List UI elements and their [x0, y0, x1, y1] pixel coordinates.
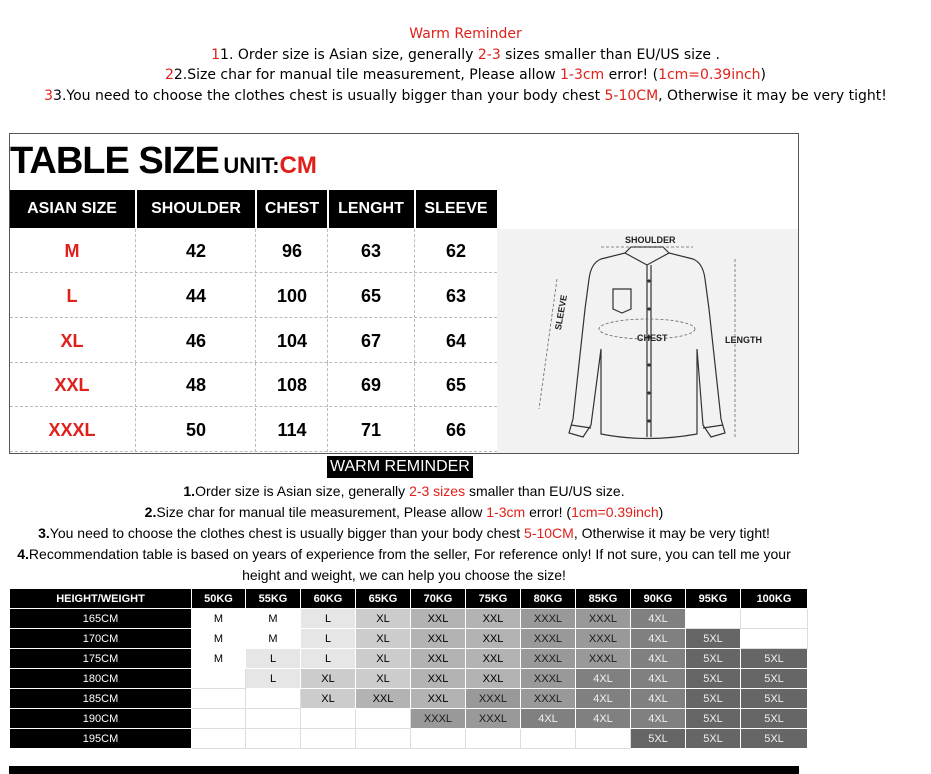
- line2-number: 2.: [144, 504, 157, 520]
- hw-size-cell: 5XL: [741, 729, 808, 749]
- line1-tail: smaller than EU/US size.: [465, 483, 625, 499]
- top-line2-highlight: 1-3cm: [559, 67, 605, 83]
- line2-mid: error! (: [525, 504, 572, 520]
- hw-weight-header: 95KG: [686, 589, 741, 609]
- top-line3-text: 3.You need to choose the clothes chest is usually bigger than your body chest: [53, 87, 605, 104]
- top-line1-tail: sizes smaller than EU/US size .: [500, 46, 720, 63]
- hw-weight-header: 100KG: [741, 589, 808, 609]
- hw-size-cell: L: [301, 649, 356, 669]
- hw-size-cell: L: [246, 669, 301, 689]
- hw-size-cell: XXXL: [576, 649, 631, 669]
- hw-size-cell: 5XL: [631, 729, 686, 749]
- hw-height-label: 180CM: [10, 669, 192, 689]
- hw-size-cell: XXXL: [466, 709, 521, 729]
- size-cell-sleeve: 64: [445, 330, 467, 351]
- size-cell-sleeve: 66: [445, 420, 467, 441]
- hw-size-cell: XXL: [411, 649, 466, 669]
- top-line2-tail: ): [760, 67, 767, 83]
- size-cell-shoulder: 44: [185, 285, 207, 306]
- size-cell-length: 67: [360, 330, 382, 351]
- top-reminder-title: Warm Reminder: [409, 26, 522, 42]
- hw-size-cell: XXL: [411, 609, 466, 629]
- size-table-panel: [9, 133, 799, 454]
- size-row: [10, 363, 497, 407]
- hw-size-cell: [356, 709, 411, 729]
- hw-size-cell: 5XL: [686, 649, 741, 669]
- hw-size-cell: XXL: [411, 629, 466, 649]
- top-reminder-line-1: 11. Order size is Asian size, generally 2-3 sizes smaller than EU/US size .: [211, 46, 720, 63]
- unit-label: UNIT:: [223, 153, 280, 178]
- table-size-heading: TABLE SIZE: [10, 140, 219, 182]
- hw-size-cell: [246, 729, 301, 749]
- diagram-label-chest: CHEST: [637, 333, 668, 343]
- hw-weight-header: 50KG: [192, 589, 246, 609]
- size-cell-shoulder: 42: [185, 241, 207, 261]
- warm-reminder-title: WARM REMINDER: [327, 456, 473, 478]
- size-cell-length: 71: [360, 420, 382, 441]
- hw-size-cell: [411, 729, 466, 749]
- hw-size-cell: XL: [356, 669, 411, 689]
- hw-size-cell: XXL: [466, 629, 521, 649]
- hw-size-cell: [356, 729, 411, 749]
- line2-tail: ): [658, 504, 664, 520]
- line2-text: Size char for manual tile measurement, Please allow: [156, 504, 487, 520]
- hw-weight-header: 80KG: [521, 589, 576, 609]
- hw-size-cell: 4XL: [576, 709, 631, 729]
- hw-size-cell: 4XL: [631, 649, 686, 669]
- hw-size-cell: 4XL: [631, 629, 686, 649]
- hw-size-cell: [301, 729, 356, 749]
- line4-continuation: height and weight, we can help you choose the size!: [242, 567, 566, 583]
- hw-height-label: 170CM: [10, 629, 192, 649]
- hw-size-cell: XXL: [466, 649, 521, 669]
- hw-size-cell: 5XL: [686, 669, 741, 689]
- line3-text: You need to choose the clothes chest is usually bigger than your body chest: [49, 525, 525, 541]
- line1-text: Order size is Asian size, generally: [195, 483, 410, 499]
- hw-size-cell: XXXL: [411, 709, 466, 729]
- hw-weight-header: 70KG: [411, 589, 466, 609]
- hw-size-cell: [576, 729, 631, 749]
- line3-highlight: 5-10CM: [524, 525, 574, 541]
- size-cell-size: XXXL: [48, 420, 96, 441]
- header-chest: CHEST: [264, 200, 320, 217]
- hw-size-cell: 4XL: [631, 609, 686, 629]
- hw-size-cell: 5XL: [686, 629, 741, 649]
- hw-size-cell: XL: [356, 649, 411, 669]
- size-cell-sleeve: 63: [445, 285, 467, 306]
- hw-row: [10, 689, 808, 709]
- hw-size-cell: XL: [356, 629, 411, 649]
- header-length: LENGHT: [338, 200, 404, 217]
- hw-size-cell: XXL: [466, 669, 521, 689]
- top-line2-text: 2.Size char for manual tile measurement, Please allow: [173, 67, 560, 83]
- size-cell-size: XXL: [54, 375, 90, 396]
- size-cell-length: 63: [360, 241, 382, 261]
- hw-weight-header: 75KG: [466, 589, 521, 609]
- hw-size-cell: XXXL: [521, 609, 576, 629]
- hw-size-cell: L: [301, 629, 356, 649]
- hw-size-cell: [192, 669, 246, 689]
- hw-size-cell: XXXL: [576, 629, 631, 649]
- hw-size-cell: 5XL: [686, 689, 741, 709]
- hw-corner-label: HEIGHT/WEIGHT: [10, 589, 192, 609]
- size-cell-size: M: [64, 241, 80, 261]
- warm-reminder-line-3: [9, 525, 799, 541]
- hw-weight-header: 90KG: [631, 589, 686, 609]
- line1-highlight: 2-3 sizes: [409, 483, 466, 499]
- size-cell-length: 69: [360, 375, 382, 396]
- hw-row: [10, 629, 808, 649]
- top-line1-highlight: 2-3: [477, 46, 501, 63]
- top-line3-tail: , Otherwise it may be very tight!: [658, 87, 887, 104]
- height-weight-table: [9, 588, 808, 749]
- hw-size-cell: [301, 709, 356, 729]
- hw-size-cell: 4XL: [521, 709, 576, 729]
- hw-size-cell: 5XL: [741, 689, 808, 709]
- line2-conversion: 1cm=0.39inch: [571, 504, 659, 520]
- size-table-header: [10, 190, 497, 228]
- hw-size-cell: XL: [356, 609, 411, 629]
- size-row: [10, 229, 497, 273]
- hw-size-cell: L: [246, 649, 301, 669]
- hw-size-cell: 4XL: [631, 709, 686, 729]
- size-cell-sleeve: 62: [445, 241, 467, 261]
- hw-size-cell: XXL: [466, 609, 521, 629]
- hw-size-cell: XXXL: [576, 609, 631, 629]
- line2-highlight: 1-3cm: [486, 504, 526, 520]
- hw-size-cell: [741, 609, 808, 629]
- hw-header-row: [10, 589, 808, 609]
- size-cell-chest: 108: [276, 375, 308, 396]
- hw-size-cell: [192, 689, 246, 709]
- warm-reminder-line-1: [9, 483, 799, 499]
- hw-weight-header: 55KG: [246, 589, 301, 609]
- hw-height-label: 190CM: [10, 709, 192, 729]
- hw-row: [10, 609, 808, 629]
- hw-height-label: 165CM: [10, 609, 192, 629]
- hw-size-cell: [686, 609, 741, 629]
- hw-row: [10, 729, 808, 749]
- header-shoulder: SHOULDER: [151, 200, 241, 217]
- hw-size-cell: 5XL: [741, 669, 808, 689]
- hw-size-cell: XL: [301, 689, 356, 709]
- size-cell-size: XL: [60, 330, 84, 351]
- hw-row: [10, 709, 808, 729]
- top-line2-mid: error! (: [604, 67, 659, 83]
- top-reminder-line-3: 33.You need to choose the clothes chest is usually bigger than your body chest 5-10CM, Otherwise it may be very tight!: [44, 87, 887, 104]
- hw-size-cell: [246, 689, 301, 709]
- size-row: [10, 319, 497, 363]
- diagram-label-length: LENGTH: [725, 335, 762, 345]
- hw-size-cell: XXXL: [521, 669, 576, 689]
- hw-size-cell: 5XL: [686, 709, 741, 729]
- hw-size-cell: 4XL: [576, 689, 631, 709]
- line3-number: 3.: [38, 525, 50, 541]
- size-row: [10, 408, 497, 452]
- size-cell-size: L: [66, 285, 78, 306]
- hw-size-cell: XXL: [411, 689, 466, 709]
- hw-size-cell: [466, 729, 521, 749]
- hw-size-cell: [521, 729, 576, 749]
- hw-size-cell: 4XL: [576, 669, 631, 689]
- hw-size-cell: XXL: [356, 689, 411, 709]
- size-cell-chest: 96: [281, 241, 303, 261]
- top-line2-conversion: 1cm=0.39inch: [658, 67, 761, 83]
- hw-weight-header: 60KG: [301, 589, 356, 609]
- hw-weight-header: 65KG: [356, 589, 411, 609]
- warm-reminder-line-4-cont: [9, 567, 799, 583]
- hw-size-cell: [192, 709, 246, 729]
- hw-size-cell: 5XL: [686, 729, 741, 749]
- hw-size-cell: XL: [301, 669, 356, 689]
- hw-size-cell: M: [246, 609, 301, 629]
- hw-size-cell: XXXL: [521, 689, 576, 709]
- hw-size-cell: XXXL: [466, 689, 521, 709]
- diagram-label-shoulder: SHOULDER: [625, 235, 676, 245]
- line4-text: Recommendation table is based on years of experience from the seller, For reference only! If not sure, you can tell me your: [28, 546, 791, 562]
- hw-size-cell: 5XL: [741, 709, 808, 729]
- hw-size-cell: [246, 709, 301, 729]
- hw-size-cell: M: [246, 629, 301, 649]
- size-table-title: [10, 140, 317, 183]
- hw-height-label: 195CM: [10, 729, 192, 749]
- header-asian-size: ASIAN SIZE: [27, 200, 117, 217]
- hw-size-cell: M: [192, 629, 246, 649]
- hw-size-cell: XXXL: [521, 649, 576, 669]
- unit-value: CM: [279, 152, 317, 179]
- size-cell-chest: 104: [276, 330, 308, 351]
- hw-size-cell: [192, 729, 246, 749]
- hw-size-cell: L: [301, 609, 356, 629]
- size-cell-shoulder: 46: [185, 330, 207, 351]
- line3-tail: , Otherwise it may be very tight!: [573, 525, 770, 541]
- shirt-measurement-diagram: [497, 229, 798, 453]
- size-cell-sleeve: 65: [445, 375, 467, 396]
- warm-reminder-line-4: [9, 546, 799, 562]
- top-warm-reminder: [0, 24, 931, 106]
- hw-size-cell: 5XL: [741, 649, 808, 669]
- top-reminder-line-2: 22.Size char for manual tile measurement, Please allow 1-3cm error! (1cm=0.39inch): [164, 67, 767, 83]
- hw-row: [10, 669, 808, 689]
- header-sleeve: SLEEVE: [424, 200, 488, 217]
- hw-size-cell: M: [192, 609, 246, 629]
- hw-size-cell: [741, 629, 808, 649]
- diagram-label-sleeve: SLEEVE: [553, 294, 570, 331]
- hw-size-cell: XXL: [411, 669, 466, 689]
- hw-row: [10, 649, 808, 669]
- warm-reminder-section: [9, 454, 799, 588]
- line1-number: 1.: [183, 483, 196, 499]
- hw-size-cell: 4XL: [631, 669, 686, 689]
- size-cell-shoulder: 48: [185, 375, 207, 396]
- top-line3-highlight: 5-10CM: [604, 87, 659, 104]
- hw-size-cell: 4XL: [631, 689, 686, 709]
- hw-weight-header: 85KG: [576, 589, 631, 609]
- line4-number: 4.: [17, 546, 29, 562]
- bottom-divider: [9, 766, 799, 774]
- hw-height-label: 175CM: [10, 649, 192, 669]
- hw-height-label: 185CM: [10, 689, 192, 709]
- size-cell-chest: 114: [277, 420, 307, 441]
- warm-reminder-line-2: [9, 504, 799, 520]
- hw-size-cell: M: [192, 649, 246, 669]
- hw-size-cell: XXXL: [521, 629, 576, 649]
- size-cell-chest: 100: [276, 285, 308, 306]
- size-cell-length: 65: [360, 285, 382, 306]
- top-line1-text: 1. Order size is Asian size, generally: [220, 46, 478, 63]
- size-cell-shoulder: 50: [185, 420, 207, 441]
- size-row: [10, 274, 497, 318]
